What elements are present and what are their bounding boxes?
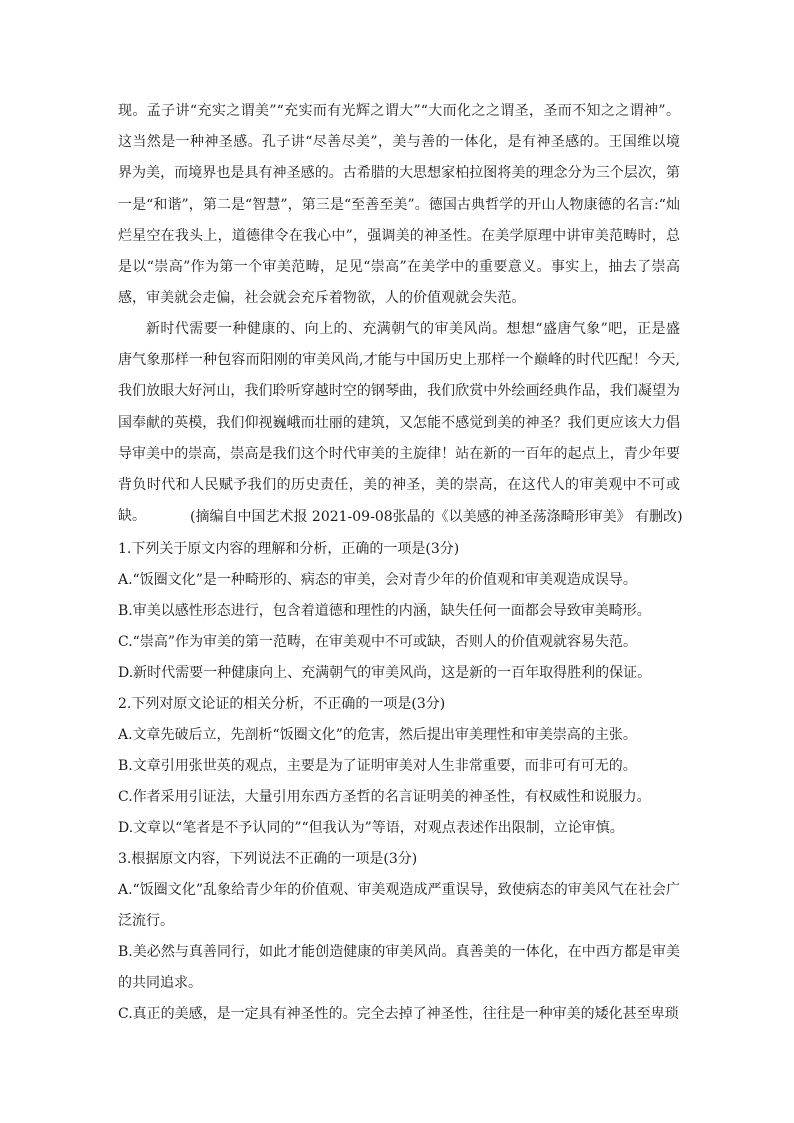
- question-1-option-b: B.审美以感性形态进行，包含着道德和理性的内涵，缺失任何一面都会导致审美畸形。: [118, 603, 651, 619]
- question-3-option-c: C.真正的美感，是一定具有神圣性的。完全去掉了神圣性，往往是一种审美的矮化甚至卑琐: [118, 1006, 679, 1022]
- question-3-option-b: B.美必然与真善同行，如此才能创造健康的审美风尚。真善美的一体化，在中西方都是审美的共同追求。: [118, 944, 680, 991]
- question-3-stem: 3.根据原文内容，下列说法不正确的一项是(3分): [118, 851, 418, 867]
- question-1-option-a: A.“饭圈文化”是一种畸形的、病态的审美，会对青少年的价值观和审美观造成误导。: [118, 572, 637, 588]
- article-source-citation: (摘编自中国艺术报 2021-09-08张晶的《以美感的神圣荡涤畸形审美》 有删改): [190, 509, 683, 525]
- question-3-option-a: A.“饭圈文化”乱象给青少年的价值观、审美观造成严重误导，致使病态的审美风气在社会广泛流行。: [118, 882, 680, 929]
- question-2-stem: 2.下列对原文论证的相关分析，不正确的一项是(3分): [118, 696, 446, 712]
- question-2-option-b: B.文章引用张世英的观点，主要是为了证明审美对人生非常重要，而非可有可无的。: [118, 758, 637, 774]
- question-1-option-d: D.新时代需要一种健康向上、充满朝气的审美风尚，这是新的一百年取得胜利的保证。: [118, 665, 652, 681]
- article-paragraph-2: 新时代需要一种健康的、向上的、充满朝气的审美风尚。想想“盛唐气象”吧，正是盛唐气象那样一种包容而阳刚的审美风尚,才能与中国历史上那样一个巅峰的时代匹配！今天,我们放眼大好河山，我们聆听穿越时空的钢琴曲，我们欣赏中外绘画经典作品，我们凝望为国奉献的英模，我们仰视巍峨而壮丽的建筑，又怎能不感觉到美的神圣？我们更应该大力倡导审美中的崇高，崇高是我们这个时代审美的主旋律！站在新的一百年的起点上，青少年要背负时代和人民赋予我们的历史责任，美的神圣，美的崇高，在这代人的审美观中不可或缺。: [118, 321, 680, 525]
- article-paragraph-1: 现。孟子讲“充实之谓美”“充实而有光辉之谓大”“大而化之之谓圣，圣而不知之之谓神”。这当然是一种神圣感。孔子讲“尽善尽美”，美与善的一体化，是有神圣感的。王国维以境界为美，而境界也是具有神圣感的。古希腊的大思想家柏拉图将美的理念分为三个层次，第一是“和谐”，第二是“智慧”，第三是“至善至美”。德国古典哲学的开山人物康德的名言:“灿烂星空在我头上，道德律令在我心中”，强调美的神圣性。在美学原理中讲审美范畴时，总是以“崇高”作为第一个审美范畴，足见“崇高”在美学中的重要意义。事实上，抽去了崇高感，审美就会走偏，社会就会充斥着物欲，人的价值观就会失范。: [118, 103, 680, 307]
- question-2-option-a: A.文章先破后立，先剖析“饭圈文化”的危害，然后提出审美理性和审美崇高的主张。: [118, 727, 637, 743]
- question-2-option-d: D.文章以“笔者是不予认同的”“但我认为”等语，对观点表述作出限制，立论审慎。: [118, 820, 624, 836]
- question-1-option-c: C.“崇高”作为审美的第一范畴，在审美观中不可或缺，否则人的价值观就容易失范。: [118, 634, 637, 650]
- question-2-option-c: C.作者采用引证法，大量引用东西方圣哲的名言证明美的神圣性，有权威性和说服力。: [118, 789, 651, 805]
- question-1-stem: 1.下列关于原文内容的理解和分析，正确的一项是(3分): [118, 541, 460, 557]
